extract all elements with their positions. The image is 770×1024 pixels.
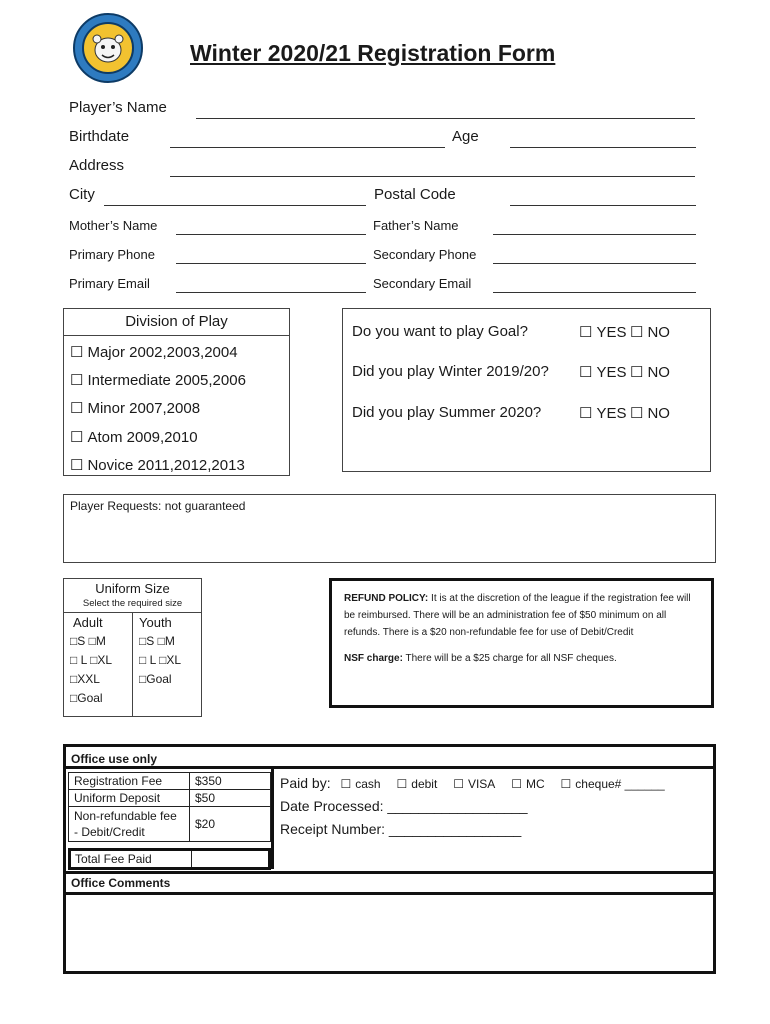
division-option-minor[interactable]: ☐ Minor 2007,2008 (70, 399, 200, 417)
fee-label: Uniform Deposit (69, 790, 190, 807)
youth-size-goal[interactable]: □Goal (139, 672, 172, 686)
summer-no-checkbox[interactable]: ☐ NO (630, 404, 670, 422)
city-field[interactable] (104, 205, 366, 206)
total-fee-label: Total Fee Paid (71, 851, 192, 867)
postal-code-label: Postal Code (374, 186, 456, 203)
adult-size-xxl[interactable]: □XXL (70, 672, 100, 686)
fee-row (69, 773, 271, 790)
player-name-field[interactable] (196, 118, 695, 119)
mothers-name-label: Mother’s Name (69, 218, 158, 233)
paid-by-row (280, 775, 665, 791)
pay-cheque-checkbox[interactable]: ☐ cheque# ______ (561, 777, 665, 791)
office-use-heading: Office use only (66, 747, 713, 769)
player-requests-box[interactable] (63, 494, 716, 563)
pay-mc-checkbox[interactable]: ☐ MC (511, 777, 544, 791)
question-winter: Did you play Winter 2019/20? (352, 363, 549, 380)
secondary-phone-label: Secondary Phone (373, 247, 477, 262)
receipt-number-field[interactable]: Receipt Number: _________________ (280, 821, 522, 837)
uniform-size-box (63, 578, 202, 717)
nsf-charge-body: There will be a $25 charge for all NSF cheques. (402, 653, 617, 664)
fees-table (68, 772, 271, 842)
office-use-box (63, 744, 716, 974)
question-goal: Do you want to play Goal? (352, 323, 528, 340)
payment-area (271, 769, 713, 869)
youth-label: Youth (139, 615, 172, 630)
division-option-major[interactable]: ☐ Major 2002,2003,2004 (70, 343, 238, 361)
league-logo (72, 12, 144, 84)
address-label: Address (69, 157, 125, 174)
division-option-novice[interactable]: ☐ Novice 2011,2012,2013 (70, 456, 245, 474)
address-field[interactable] (170, 176, 695, 177)
office-comments-area[interactable] (66, 895, 713, 971)
adult-label: Adult (73, 615, 103, 630)
refund-policy-box (329, 578, 714, 708)
youth-size-s-m[interactable]: □S □M (139, 634, 175, 648)
primary-email-label: Primary Email (69, 276, 150, 291)
primary-email-field[interactable] (176, 292, 366, 293)
postal-code-field[interactable] (510, 205, 696, 206)
refund-policy-text (344, 590, 699, 641)
player-name-label: Player’s Name (69, 99, 167, 116)
fathers-name-label: Father’s Name (373, 218, 459, 233)
primary-phone-field[interactable] (176, 263, 366, 264)
nsf-charge-text (344, 650, 699, 667)
division-title: Division of Play (64, 309, 289, 336)
pay-debit-checkbox[interactable]: ☐ debit (397, 777, 438, 791)
goal-no-checkbox[interactable]: ☐ NO (630, 323, 670, 341)
division-option-atom[interactable]: ☐ Atom 2009,2010 (70, 428, 198, 446)
uniform-size-title: Uniform Size (95, 581, 170, 596)
office-comments-heading: Office Comments (66, 871, 713, 895)
division-box (63, 308, 290, 476)
summer-yes-checkbox[interactable]: ☐ YES (579, 404, 626, 422)
uniform-size-subtitle: Select the required size (82, 598, 183, 609)
winter-no-checkbox[interactable]: ☐ NO (630, 363, 670, 381)
birthdate-label: Birthdate (69, 128, 130, 145)
winter-yes-checkbox[interactable]: ☐ YES (579, 363, 626, 381)
pay-cash-checkbox[interactable]: ☐ cash (340, 777, 380, 791)
total-fee-row (68, 848, 271, 870)
paid-by-label: Paid by: (280, 775, 331, 791)
secondary-email-label: Secondary Email (373, 276, 472, 291)
fathers-name-field[interactable] (493, 234, 696, 235)
fee-row (69, 807, 271, 842)
city-label: City (69, 186, 95, 203)
uniform-divider (132, 612, 133, 716)
nsf-charge-label: NSF charge: (344, 653, 403, 664)
questions-box (342, 308, 711, 472)
fee-label: Non-refundable fee - Debit/Credit (69, 807, 190, 842)
secondary-phone-field[interactable] (493, 263, 696, 264)
form-title: Winter 2020/21 Registration Form (190, 40, 556, 66)
youth-size-l-xl[interactable]: □ L □XL (139, 653, 182, 667)
adult-size-s-m[interactable]: □S □M (70, 634, 106, 648)
secondary-email-field[interactable] (493, 292, 696, 293)
fee-row (69, 790, 271, 807)
pay-visa-checkbox[interactable]: ☐ VISA (453, 777, 495, 791)
mothers-name-field[interactable] (176, 234, 366, 235)
fee-amount: $20 (190, 807, 271, 842)
question-summer: Did you play Summer 2020? (352, 404, 542, 421)
adult-size-l-xl[interactable]: □ L □XL (70, 653, 113, 667)
fee-amount: $350 (190, 773, 271, 790)
goal-yes-checkbox[interactable]: ☐ YES (579, 323, 626, 341)
refund-policy-label: REFUND POLICY: (344, 593, 429, 604)
division-option-intermediate[interactable]: ☐ Intermediate 2005,2006 (70, 371, 246, 389)
refund-policy-body: It is at the discretion of the league if the registration fee will be reimbursed. There will be an administration fee of $50 minimum on all refunds. There is a $20 non-refundable fee for use of Debit/Credit (344, 593, 691, 638)
age-label: Age (452, 128, 479, 145)
age-field[interactable] (510, 147, 696, 148)
date-processed-field[interactable]: Date Processed: __________________ (280, 798, 528, 814)
fee-label: Registration Fee (69, 773, 190, 790)
birthdate-field[interactable] (170, 147, 445, 148)
primary-phone-label: Primary Phone (69, 247, 155, 262)
fee-amount: $50 (190, 790, 271, 807)
adult-size-goal[interactable]: □Goal (70, 691, 103, 705)
player-requests-label: Player Requests: not guaranteed (70, 499, 246, 513)
